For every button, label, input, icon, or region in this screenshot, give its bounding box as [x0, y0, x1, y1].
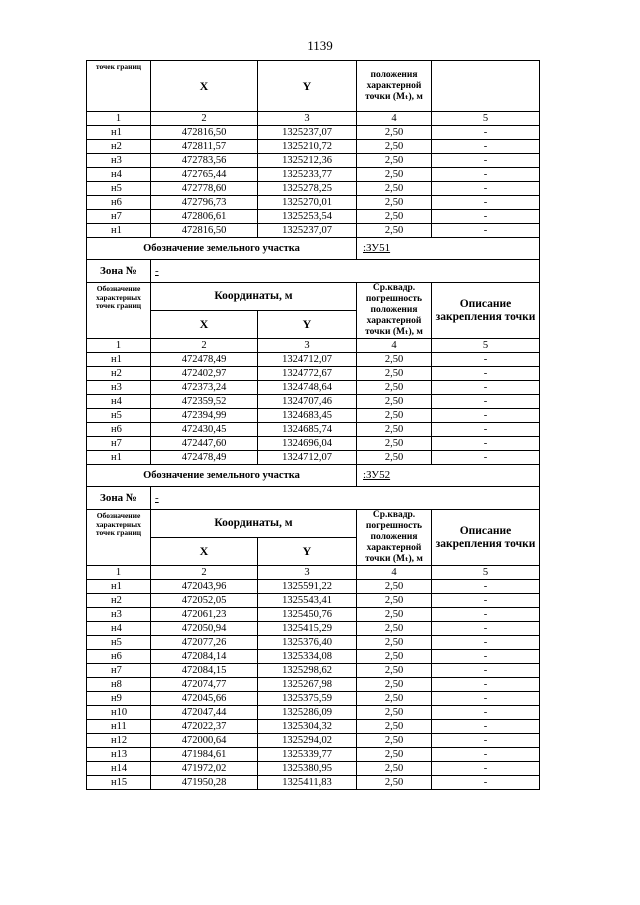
y-value: 1325278,25: [258, 182, 357, 196]
table-row: [87, 367, 540, 381]
zone-row: [87, 487, 540, 510]
description-value: -: [432, 678, 540, 692]
point-name: н9: [87, 692, 151, 706]
coordinates-header: Координаты, м: [151, 510, 357, 538]
x-value: 472811,57: [151, 140, 258, 154]
error-value: 2,50: [357, 748, 432, 762]
point-designation-header: Обозначение характерных точек границ: [87, 283, 151, 339]
column-number: 2: [151, 566, 258, 580]
point-name: н8: [87, 678, 151, 692]
point-name: н1: [87, 353, 151, 367]
description-header: [432, 61, 540, 112]
point-name: н1: [87, 451, 151, 465]
x-value: 472045,66: [151, 692, 258, 706]
table-row: [87, 381, 540, 395]
y-value: 1325237,07: [258, 224, 357, 238]
error-header: положения характерной точки (Мₜ), м: [357, 61, 432, 112]
point-name: н2: [87, 594, 151, 608]
point-name: н10: [87, 706, 151, 720]
error-value: 2,50: [357, 154, 432, 168]
x-value: 472022,37: [151, 720, 258, 734]
y-value: 1324772,67: [258, 367, 357, 381]
point-name: н4: [87, 622, 151, 636]
x-value: 472478,49: [151, 451, 258, 465]
description-value: -: [432, 706, 540, 720]
description-value: -: [432, 608, 540, 622]
point-name: н4: [87, 168, 151, 182]
error-value: 2,50: [357, 636, 432, 650]
error-value: 2,50: [357, 650, 432, 664]
description-value: -: [432, 748, 540, 762]
y-value: 1325253,54: [258, 210, 357, 224]
description-value: -: [432, 224, 540, 238]
y-value: 1325210,72: [258, 140, 357, 154]
point-designation-header: точек границ: [87, 61, 151, 112]
description-value: -: [432, 650, 540, 664]
table-row: [87, 608, 540, 622]
description-value: -: [432, 451, 540, 465]
table-row: [87, 580, 540, 594]
description-value: -: [432, 395, 540, 409]
x-value: 472359,52: [151, 395, 258, 409]
description-value: -: [432, 140, 540, 154]
description-value: -: [432, 126, 540, 140]
x-value: 472394,99: [151, 409, 258, 423]
description-value: -: [432, 168, 540, 182]
point-name: н6: [87, 650, 151, 664]
plot-designation-label: Обозначение земельного участка: [87, 238, 357, 260]
x-value: 472447,60: [151, 437, 258, 451]
error-value: 2,50: [357, 196, 432, 210]
error-value: 2,50: [357, 622, 432, 636]
x-value: 472052,05: [151, 594, 258, 608]
table-row: [87, 196, 540, 210]
description-value: -: [432, 409, 540, 423]
error-value: 2,50: [357, 692, 432, 706]
x-value: 472806,61: [151, 210, 258, 224]
table-header-row: [87, 510, 540, 538]
error-value: 2,50: [357, 224, 432, 238]
x-value: 472778,60: [151, 182, 258, 196]
plot-designation-row: [87, 465, 540, 487]
column-number: 4: [357, 112, 432, 126]
point-name: н1: [87, 224, 151, 238]
table-row: [87, 451, 540, 465]
zone-label: Зона №: [87, 487, 151, 510]
column-number: 2: [151, 339, 258, 353]
table-row: [87, 594, 540, 608]
point-name: н5: [87, 409, 151, 423]
error-value: 2,50: [357, 451, 432, 465]
y-value: 1325376,40: [258, 636, 357, 650]
error-value: 2,50: [357, 734, 432, 748]
coordinates-table: [86, 60, 540, 790]
plot-designation-row: [87, 238, 540, 260]
x-value: 472084,15: [151, 664, 258, 678]
column-numbers-row: [87, 339, 540, 353]
x-header: X: [151, 538, 258, 566]
description-value: -: [432, 381, 540, 395]
error-value: 2,50: [357, 762, 432, 776]
y-value: 1325237,07: [258, 126, 357, 140]
table-row: [87, 720, 540, 734]
table-row: [87, 678, 540, 692]
column-number: 4: [357, 339, 432, 353]
y-header: Y: [258, 538, 357, 566]
description-value: -: [432, 353, 540, 367]
description-value: -: [432, 594, 540, 608]
table-row: [87, 692, 540, 706]
table-row: [87, 650, 540, 664]
error-value: 2,50: [357, 608, 432, 622]
plot-designation-value: :ЗУ51: [357, 238, 540, 260]
column-numbers-row: [87, 566, 540, 580]
y-value: 1325450,76: [258, 608, 357, 622]
table-row: [87, 664, 540, 678]
y-header: Y: [258, 61, 357, 112]
point-name: н6: [87, 423, 151, 437]
coordinates-header: Координаты, м: [151, 283, 357, 311]
table-row: [87, 776, 540, 790]
table-row: [87, 168, 540, 182]
description-value: -: [432, 437, 540, 451]
x-value: 472050,94: [151, 622, 258, 636]
column-number: 1: [87, 339, 151, 353]
y-value: 1325415,29: [258, 622, 357, 636]
description-header: Описание закрепления точки: [432, 283, 540, 339]
y-value: 1324707,46: [258, 395, 357, 409]
column-number: 1: [87, 112, 151, 126]
x-value: 472084,14: [151, 650, 258, 664]
point-name: н11: [87, 720, 151, 734]
table-row: [87, 154, 540, 168]
zone-value: -: [151, 487, 540, 510]
table-row: [87, 437, 540, 451]
table-header-row: [87, 283, 540, 311]
zone-row: [87, 260, 540, 283]
table-row: [87, 409, 540, 423]
y-value: 1324683,45: [258, 409, 357, 423]
zone-value: -: [151, 260, 540, 283]
x-value: 472043,96: [151, 580, 258, 594]
description-value: -: [432, 154, 540, 168]
description-value: -: [432, 196, 540, 210]
error-value: 2,50: [357, 353, 432, 367]
x-header: X: [151, 61, 258, 112]
error-value: 2,50: [357, 678, 432, 692]
x-header: X: [151, 311, 258, 339]
x-value: 472478,49: [151, 353, 258, 367]
table-header-row: [87, 61, 540, 112]
column-number: 2: [151, 112, 258, 126]
point-name: н5: [87, 636, 151, 650]
column-number: 3: [258, 112, 357, 126]
x-value: 472373,24: [151, 381, 258, 395]
table-row: [87, 126, 540, 140]
description-value: -: [432, 636, 540, 650]
table-row: [87, 748, 540, 762]
description-value: -: [432, 622, 540, 636]
point-name: н3: [87, 608, 151, 622]
x-value: 472783,56: [151, 154, 258, 168]
y-value: 1325304,32: [258, 720, 357, 734]
error-value: 2,50: [357, 580, 432, 594]
description-value: -: [432, 776, 540, 790]
x-value: 472061,23: [151, 608, 258, 622]
error-value: 2,50: [357, 664, 432, 678]
point-designation-header: Обозначение характерных точек границ: [87, 510, 151, 566]
y-value: 1325212,36: [258, 154, 357, 168]
column-number: 3: [258, 566, 357, 580]
error-value: 2,50: [357, 140, 432, 154]
point-name: н2: [87, 367, 151, 381]
y-value: 1324712,07: [258, 451, 357, 465]
point-name: н3: [87, 154, 151, 168]
table-row: [87, 636, 540, 650]
table-row: [87, 224, 540, 238]
x-value: 472816,50: [151, 126, 258, 140]
point-name: н4: [87, 395, 151, 409]
point-name: н7: [87, 437, 151, 451]
y-value: 1325543,41: [258, 594, 357, 608]
table-row: [87, 734, 540, 748]
y-value: 1325380,95: [258, 762, 357, 776]
error-header: Ср.квадр. погрешность положения характерной точки (Мₜ), м: [357, 283, 432, 339]
x-value: 471950,28: [151, 776, 258, 790]
y-value: 1325591,22: [258, 580, 357, 594]
y-value: 1325375,59: [258, 692, 357, 706]
page-number: 1139: [307, 38, 333, 53]
description-value: -: [432, 762, 540, 776]
x-value: 472430,45: [151, 423, 258, 437]
error-header: Ср.квадр. погрешность положения характерной точки (Мₜ), м: [357, 510, 432, 566]
y-value: 1324712,07: [258, 353, 357, 367]
y-header: Y: [258, 311, 357, 339]
y-value: 1324685,74: [258, 423, 357, 437]
table-row: [87, 622, 540, 636]
description-value: -: [432, 367, 540, 381]
x-value: 471972,02: [151, 762, 258, 776]
coordinates-document: [86, 60, 539, 790]
y-value: 1325334,08: [258, 650, 357, 664]
error-value: 2,50: [357, 594, 432, 608]
description-value: -: [432, 580, 540, 594]
y-value: 1325267,98: [258, 678, 357, 692]
column-number: 5: [432, 112, 540, 126]
error-value: 2,50: [357, 395, 432, 409]
point-name: н14: [87, 762, 151, 776]
point-name: н7: [87, 210, 151, 224]
column-number: 5: [432, 339, 540, 353]
point-name: н3: [87, 381, 151, 395]
x-value: 471984,61: [151, 748, 258, 762]
error-value: 2,50: [357, 720, 432, 734]
description-value: -: [432, 182, 540, 196]
error-value: 2,50: [357, 423, 432, 437]
y-value: 1325298,62: [258, 664, 357, 678]
y-value: 1325286,09: [258, 706, 357, 720]
column-number: 5: [432, 566, 540, 580]
point-name: н6: [87, 196, 151, 210]
point-name: н1: [87, 580, 151, 594]
point-name: н15: [87, 776, 151, 790]
point-name: н1: [87, 126, 151, 140]
description-value: -: [432, 720, 540, 734]
column-numbers-row: [87, 112, 540, 126]
plot-designation-value: :ЗУ52: [357, 465, 540, 487]
description-header: Описание закрепления точки: [432, 510, 540, 566]
x-value: 472074,77: [151, 678, 258, 692]
error-value: 2,50: [357, 182, 432, 196]
y-value: 1325270,01: [258, 196, 357, 210]
error-value: 2,50: [357, 381, 432, 395]
x-value: 472816,50: [151, 224, 258, 238]
error-value: 2,50: [357, 168, 432, 182]
y-value: 1325339,77: [258, 748, 357, 762]
column-number: 4: [357, 566, 432, 580]
error-value: 2,50: [357, 210, 432, 224]
plot-designation-label: Обозначение земельного участка: [87, 465, 357, 487]
y-value: 1325233,77: [258, 168, 357, 182]
x-value: 472077,26: [151, 636, 258, 650]
description-value: -: [432, 210, 540, 224]
description-value: -: [432, 734, 540, 748]
error-value: 2,50: [357, 409, 432, 423]
error-value: 2,50: [357, 126, 432, 140]
y-value: 1325294,02: [258, 734, 357, 748]
column-number: 1: [87, 566, 151, 580]
table-row: [87, 423, 540, 437]
x-value: 472796,73: [151, 196, 258, 210]
table-row: [87, 395, 540, 409]
x-value: 472402,97: [151, 367, 258, 381]
description-value: -: [432, 692, 540, 706]
x-value: 472000,64: [151, 734, 258, 748]
point-name: н2: [87, 140, 151, 154]
error-value: 2,50: [357, 706, 432, 720]
table-row: [87, 210, 540, 224]
table-row: [87, 182, 540, 196]
description-value: -: [432, 423, 540, 437]
table-row: [87, 706, 540, 720]
error-value: 2,50: [357, 437, 432, 451]
x-value: 472047,44: [151, 706, 258, 720]
zone-label: Зона №: [87, 260, 151, 283]
error-value: 2,50: [357, 367, 432, 381]
table-row: [87, 353, 540, 367]
point-name: н12: [87, 734, 151, 748]
y-value: 1324696,04: [258, 437, 357, 451]
y-value: 1325411,83: [258, 776, 357, 790]
table-row: [87, 762, 540, 776]
table-row: [87, 140, 540, 154]
column-number: 3: [258, 339, 357, 353]
x-value: 472765,44: [151, 168, 258, 182]
y-value: 1324748,64: [258, 381, 357, 395]
error-value: 2,50: [357, 776, 432, 790]
point-name: н5: [87, 182, 151, 196]
description-value: -: [432, 664, 540, 678]
point-name: н7: [87, 664, 151, 678]
point-name: н13: [87, 748, 151, 762]
